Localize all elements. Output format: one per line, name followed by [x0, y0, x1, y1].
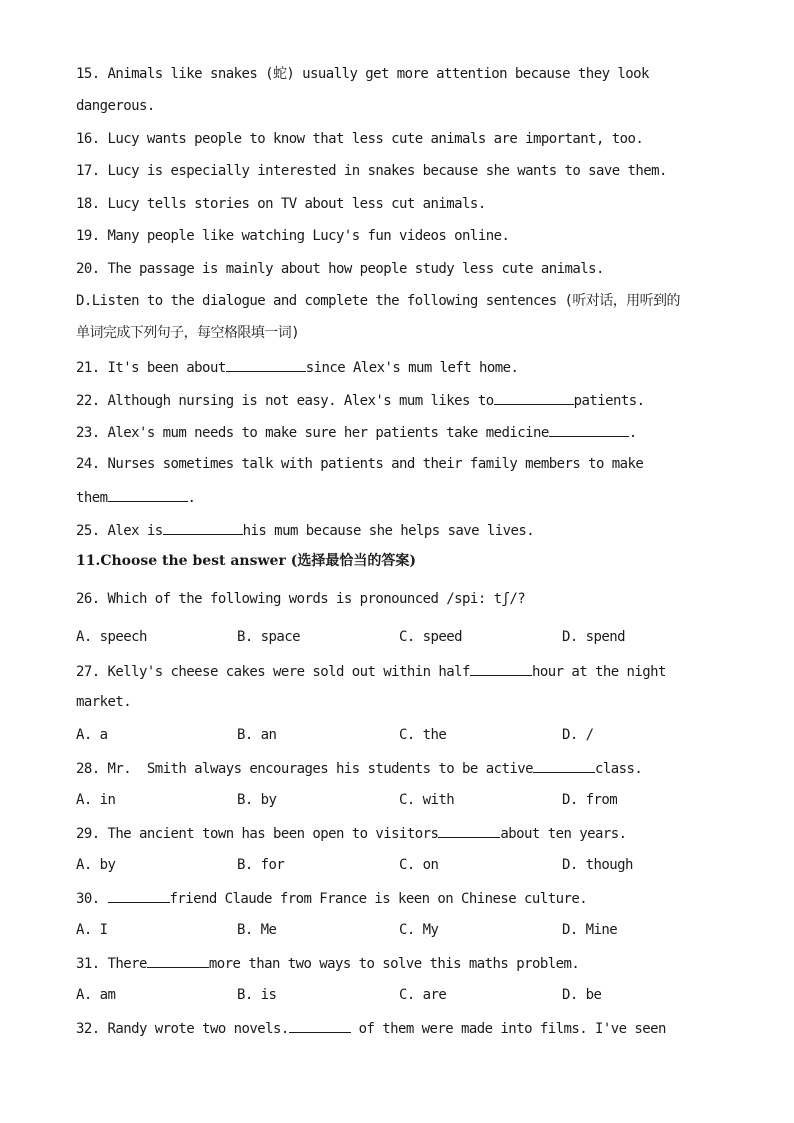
q21-text-before: 21. It's been about: [76, 360, 226, 376]
option-d[interactable]: D. though: [562, 857, 633, 873]
q32-blank: [289, 1018, 351, 1033]
q24-blank[interactable]: [108, 487, 188, 502]
q25-text-after: his mum because she helps save lives.: [242, 523, 535, 539]
option-b[interactable]: B. by: [237, 792, 277, 808]
question-29: [76, 823, 626, 843]
question-32: [76, 1018, 666, 1038]
option-d[interactable]: D. spend: [562, 629, 626, 645]
option-d[interactable]: D. be: [562, 987, 602, 1003]
question-27-line-2: market.: [76, 694, 132, 710]
q23-text-before: 23. Alex's mum needs to make sure her patients take medicine: [76, 425, 549, 441]
question-30-options: [76, 921, 736, 939]
question-31-options: [76, 986, 736, 1004]
q21-blank[interactable]: [226, 357, 306, 372]
question-31: [76, 953, 579, 973]
option-c[interactable]: C. speed: [399, 629, 463, 645]
q22-text-before: 22. Although nursing is not easy. Alex's mum likes to: [76, 393, 494, 409]
q29-text-before: 29. The ancient town has been open to visitors: [76, 826, 439, 842]
q27-blank: [470, 661, 532, 676]
question-25: [76, 520, 534, 540]
question-28-options: [76, 791, 736, 809]
question-24-line-2: [76, 487, 195, 507]
q28-text-before: 28. Mr. Smith always encourages his students to be active: [76, 761, 533, 777]
q30-text-after: friend Claude from France is keen on Chinese culture.: [169, 891, 588, 907]
option-a[interactable]: A. by: [76, 857, 116, 873]
option-a[interactable]: A. am: [76, 987, 116, 1003]
option-d[interactable]: D. Mine: [562, 922, 618, 938]
q31-blank: [147, 953, 209, 968]
option-c[interactable]: C. on: [399, 857, 439, 873]
option-d[interactable]: D. from: [562, 792, 618, 808]
option-a[interactable]: A. speech: [76, 629, 147, 645]
question-30: [76, 888, 587, 908]
question-29-options: [76, 856, 736, 874]
question-26: 26. Which of the following words is pronounced /spi: tʃ/?: [76, 591, 526, 607]
q28-text-after: class.: [594, 761, 643, 777]
section-d-heading-line-2: 单词完成下列句子，每空格限填一词): [76, 325, 300, 341]
q30-text-before: 30.: [76, 891, 108, 907]
q22-text-after: patients.: [573, 393, 645, 409]
question-22: [76, 390, 645, 410]
section-d-heading-line-1: D.Listen to the dialogue and complete the following sentences (听对话，用听到的: [76, 293, 680, 309]
q21-text-after: since Alex's mum left home.: [305, 360, 519, 376]
q29-text-after: about ten years.: [500, 826, 627, 842]
question-17: 17. Lucy is especially interested in snakes because she wants to save them.: [76, 163, 667, 179]
option-a[interactable]: A. I: [76, 922, 108, 938]
question-15-line-2: dangerous.: [76, 98, 155, 114]
q31-text-after: more than two ways to solve this maths problem.: [208, 956, 580, 972]
q30-blank: [108, 888, 170, 903]
question-19: 19. Many people like watching Lucy's fun videos online.: [76, 228, 510, 244]
question-28: [76, 758, 642, 778]
q27-text-after: hour at the night: [531, 664, 666, 680]
question-27-options: [76, 726, 736, 744]
option-b[interactable]: B. an: [237, 727, 277, 743]
question-16: 16. Lucy wants people to know that less cute animals are important, too.: [76, 131, 644, 147]
option-c[interactable]: C. with: [399, 792, 455, 808]
question-15-line-1: 15. Animals like snakes (蛇) usually get more attention because they look: [76, 66, 649, 82]
option-c[interactable]: C. are: [399, 987, 447, 1003]
q32-text-before: 32. Randy wrote two novels.: [76, 1021, 289, 1037]
question-18: 18. Lucy tells stories on TV about less cut animals.: [76, 196, 486, 212]
q32-text-after: of them were made into films. I've seen: [350, 1021, 666, 1037]
q25-blank[interactable]: [163, 520, 243, 535]
question-27-line-1: [76, 661, 666, 681]
q27-text-before: 27. Kelly's cheese cakes were sold out within half: [76, 664, 470, 680]
q31-text-before: 31. There: [76, 956, 147, 972]
q25-text-before: 25. Alex is: [76, 523, 163, 539]
q28-blank: [533, 758, 595, 773]
part-2-heading: 11.Choose the best answer (选择最恰当的答案): [76, 553, 416, 569]
question-24-line-1: 24. Nurses sometimes talk with patients and their family members to make: [76, 456, 644, 472]
q22-blank[interactable]: [494, 390, 574, 405]
question-23: [76, 422, 637, 442]
question-21: [76, 357, 518, 377]
question-26-options: [76, 628, 736, 646]
q24-text-after: .: [187, 490, 196, 506]
option-a[interactable]: A. a: [76, 727, 108, 743]
option-b[interactable]: B. Me: [237, 922, 277, 938]
option-c[interactable]: C. the: [399, 727, 447, 743]
option-a[interactable]: A. in: [76, 792, 116, 808]
q24-text-before: them: [76, 490, 108, 506]
option-b[interactable]: B. for: [237, 857, 285, 873]
option-b[interactable]: B. is: [237, 987, 277, 1003]
question-20: 20. The passage is mainly about how people study less cute animals.: [76, 261, 604, 277]
option-c[interactable]: C. My: [399, 922, 439, 938]
q23-blank[interactable]: [549, 422, 629, 437]
q29-blank: [438, 823, 500, 838]
q23-text-after: .: [628, 425, 637, 441]
option-d[interactable]: D. /: [562, 727, 594, 743]
option-b[interactable]: B. space: [237, 629, 301, 645]
